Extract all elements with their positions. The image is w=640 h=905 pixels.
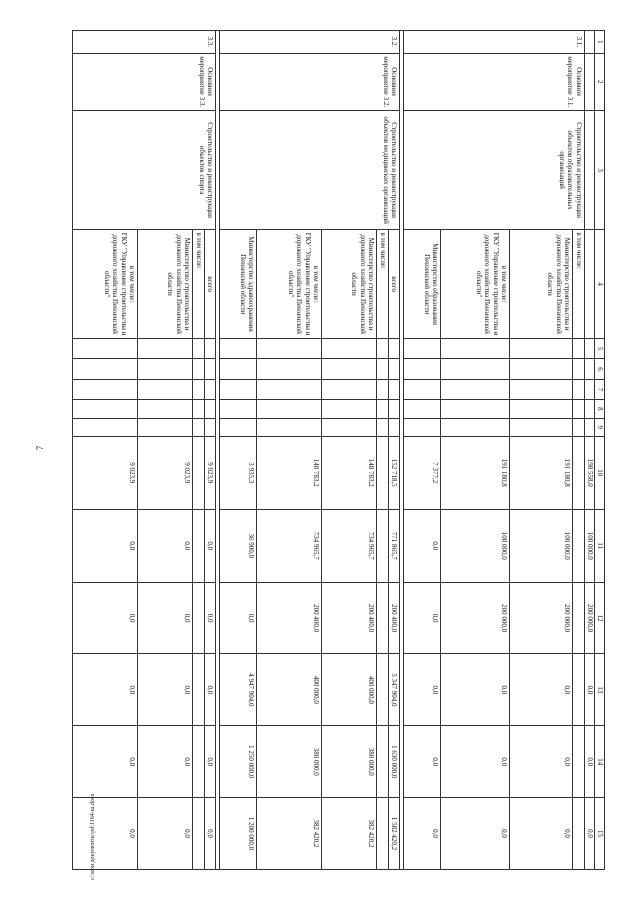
executor-cell: Министерство строительства и дорожного хозяйства Пензенской области: [138, 230, 193, 338]
col-header: 3: [595, 110, 605, 230]
cell-value: 0,0: [138, 509, 193, 582]
executor-name: ГКУ "Управление строительства и дорожного хозяйства Пензенской области": [103, 232, 128, 336]
object-name: Строительство и реконструкция объектов образовательных организаций: [404, 110, 585, 230]
cell-value: 100 000,0: [441, 509, 510, 582]
cell-value: 0,0: [585, 654, 595, 726]
executor-subtitle: в том числе:: [128, 265, 137, 303]
table-row: [573, 31, 585, 870]
cell-value: 734 965,7: [322, 509, 377, 582]
cell-value: 0,0: [441, 726, 510, 798]
cell-value: 152 718,5: [389, 436, 401, 509]
cell-value: 0,0: [73, 582, 138, 654]
cell-value: 9 023,9: [138, 436, 193, 509]
executor-subtitle: в том числе:: [500, 265, 509, 303]
cell-value: 400 000,0: [257, 654, 322, 726]
executor-cell: [441, 230, 510, 338]
rotated-table-wrapper: [95, 30, 605, 870]
cell-value: 0,0: [404, 654, 441, 726]
executor-cell: Министерство строительства и дорожного хозяйства Пензенской области: [510, 230, 573, 338]
executor-name: ГКУ "Управление строительства и дорожного хозяйства Пензенской области": [287, 232, 312, 336]
cell-value: 0,0: [138, 654, 193, 726]
executor-cell: в том числе:: [193, 230, 205, 338]
cell-value: 382 420,2: [257, 798, 322, 870]
col-header: 6: [595, 359, 605, 380]
executor-cell: Министерство строительства и дорожного хозяйства Пензенской области: [322, 230, 377, 338]
cell-value: 734 965,7: [257, 509, 322, 582]
col-header: 8: [595, 400, 605, 418]
cell-value: 0,0: [585, 798, 595, 870]
executor-cell: всего: [205, 230, 217, 338]
col-header: 2: [595, 53, 605, 110]
cell-value: 0,0: [404, 798, 441, 870]
cell-value: 198 558,0: [585, 436, 595, 509]
cell-value: 0,0: [510, 726, 573, 798]
cell-value: 100 000,0: [510, 509, 573, 582]
cell-value: 0,0: [585, 726, 595, 798]
cell-value: 0,0: [441, 654, 510, 726]
col-header: 11: [595, 509, 605, 582]
cell-value: 1 250 000,0: [220, 726, 257, 798]
col-header: 13: [595, 654, 605, 726]
cell-value: 100 000,0: [585, 509, 595, 582]
cell-value: 148 783,2: [322, 436, 377, 509]
cell-value: 380 000,0: [257, 726, 322, 798]
table-row: [205, 31, 217, 870]
cell-value: 36 900,0: [220, 509, 257, 582]
col-header: 7: [595, 379, 605, 400]
cell-value: 0,0: [510, 654, 573, 726]
cell-value: 382 420,2: [322, 798, 377, 870]
event-name: Основное мероприятие 3.3.: [73, 53, 216, 110]
table-row: [585, 31, 595, 870]
row-number: 3.1.: [404, 31, 585, 54]
cell-value: 3 935,3: [220, 436, 257, 509]
event-name: Основное мероприятие 3.2.: [220, 53, 400, 110]
event-name: Основное мероприятие 3.1.: [404, 53, 585, 110]
row-separator: [400, 31, 404, 870]
row-separator: [216, 31, 220, 870]
executor-cell: [73, 230, 138, 338]
executor-cell: в том числе:: [377, 230, 389, 338]
cell-value: 0,0: [205, 798, 217, 870]
col-header: 1: [595, 31, 605, 54]
cell-value: 0,0: [138, 798, 193, 870]
cell-value: 200 400,0: [389, 582, 401, 654]
col-header: 9: [595, 418, 605, 436]
row-number: 3.3.: [73, 31, 216, 54]
cell-value: 0,0: [138, 726, 193, 798]
executor-name: ГКУ "Управление строительства и дорожного хозяйства Пензенской области": [475, 232, 500, 336]
cell-value: 4 947 904,0: [220, 654, 257, 726]
col-header: 10: [595, 436, 605, 509]
cell-value: 0,0: [441, 798, 510, 870]
budget-table: [73, 30, 606, 870]
executor-cell: в том числе:: [573, 230, 585, 338]
col-header: 12: [595, 582, 605, 654]
executor-cell: [257, 230, 322, 338]
cell-value: 1 630 000,0: [389, 726, 401, 798]
cell-value: 0,0: [220, 582, 257, 654]
cell-value: 0,0: [404, 582, 441, 654]
cell-value: 0,0: [138, 582, 193, 654]
cell-value: 0,0: [205, 582, 217, 654]
table-row: [389, 31, 401, 870]
col-header: 14: [595, 726, 605, 798]
col-header: 5: [595, 338, 605, 359]
row-number: 3.2.: [220, 31, 400, 54]
cell-value: 200 000,0: [510, 582, 573, 654]
cell-value: 1 582 420,2: [389, 798, 401, 870]
cell-value: 380 000,0: [322, 726, 377, 798]
cell-value: 200 000,0: [441, 582, 510, 654]
column-number-row: [595, 31, 605, 870]
executor-cell: всего: [389, 230, 401, 338]
cell-value: 191 180,8: [510, 436, 573, 509]
cell-value: 0,0: [205, 654, 217, 726]
cell-value: 400 000,0: [322, 654, 377, 726]
cell-value: 0,0: [73, 509, 138, 582]
cell-value: 5 347 904,0: [389, 654, 401, 726]
object-name: Строительство и реконструкция объектов медицинских организаций: [220, 110, 400, 230]
col-header: 4: [595, 230, 605, 338]
cell-value: 0,0: [73, 654, 138, 726]
cell-value: 1 200 000,0: [220, 798, 257, 870]
cell-value: 9 023,9: [73, 436, 138, 509]
executor-cell: Министерство образования Пензенской области: [404, 230, 441, 338]
col-header: 15: [595, 798, 605, 870]
footer-file-path: c:\мои документы\pd\1164-ш.docx: [90, 793, 96, 880]
cell-value: 9 023,9: [205, 436, 217, 509]
cell-value: 0,0: [404, 509, 441, 582]
cell-value: 0,0: [205, 509, 217, 582]
cell-value: 200 400,0: [257, 582, 322, 654]
cell-value: 0,0: [510, 798, 573, 870]
cell-value: 0,0: [404, 726, 441, 798]
cell-value: 191 180,8: [441, 436, 510, 509]
cell-value: 771 865,7: [389, 509, 401, 582]
page-number: 7: [35, 445, 45, 451]
cell-value: 0,0: [73, 726, 138, 798]
cell-value: 7 377,2: [404, 436, 441, 509]
executor-subtitle: в том числе:: [312, 265, 321, 303]
cell-value: 0,0: [73, 798, 138, 870]
cell-value: 0,0: [205, 726, 217, 798]
object-name: Строительство и реконструкция объектов спорта: [73, 110, 216, 230]
cell-value: 200 000,0: [585, 582, 595, 654]
cell-value: 200 400,0: [322, 582, 377, 654]
cell-value: 148 783,2: [257, 436, 322, 509]
executor-cell: Министерство здравоохранения Пензенской области: [220, 230, 257, 338]
